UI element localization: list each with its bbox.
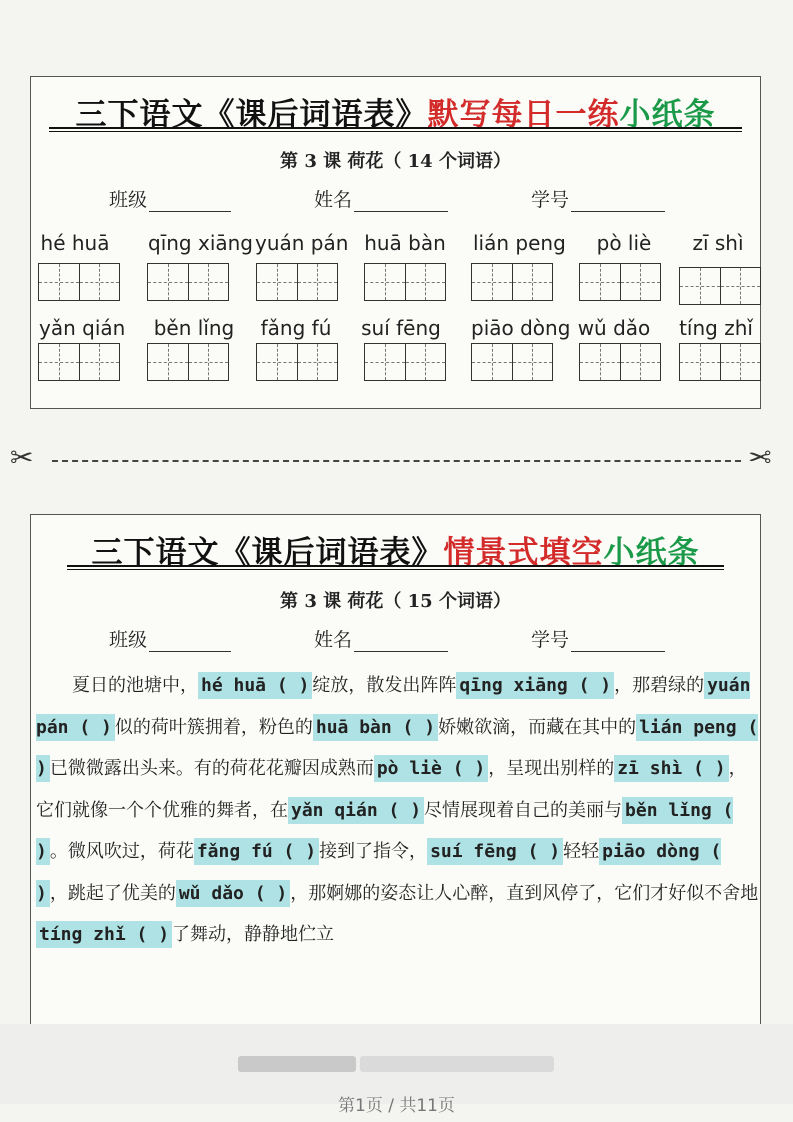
name-field[interactable] — [314, 185, 448, 212]
writing-grid[interactable] — [679, 343, 761, 381]
writing-grid[interactable] — [364, 263, 446, 301]
fill-in-passage — [36, 665, 759, 956]
writing-grid[interactable] — [38, 343, 120, 381]
name-label: 姓名 — [314, 629, 353, 651]
title-part-green: 小纸条 — [603, 535, 700, 571]
class-blank[interactable] — [149, 191, 231, 212]
title-part-green: 小纸条 — [619, 97, 716, 133]
pinyin-word: huā bàn — [364, 231, 446, 255]
pinyin-blank[interactable]: piāo dòng ( ) — [36, 838, 721, 907]
writing-grid[interactable] — [579, 343, 661, 381]
writing-grid[interactable] — [256, 263, 338, 301]
pinyin-word: pò liè — [596, 231, 652, 255]
student-info-row — [31, 185, 760, 213]
id-field[interactable] — [531, 625, 665, 652]
id-label: 学号 — [531, 189, 570, 211]
passage-text: ，那碧绿的 — [614, 675, 705, 696]
pinyin-word: yǎn qián — [39, 316, 126, 340]
writing-grid[interactable] — [471, 263, 553, 301]
title-underline — [67, 565, 724, 567]
pinyin-blank[interactable]: pò liè ( ) — [374, 755, 488, 782]
class-label: 班级 — [109, 189, 148, 211]
pinyin-blank[interactable]: yǎn qián ( ) — [288, 797, 424, 824]
title-part-red: 默写每日一练 — [427, 97, 620, 133]
title-underline — [49, 127, 742, 129]
title-part-main: 三下语文《课后词语表》 — [91, 535, 444, 571]
passage-text: ，它们就像一个个优雅的舞者，在 — [36, 758, 747, 821]
passage-text: 绽放，散发出阵阵 — [312, 675, 457, 696]
pinyin-word: běn lǐng — [153, 316, 235, 340]
class-field[interactable] — [109, 185, 231, 212]
scissors-icon: ✂ — [748, 441, 772, 474]
pinyin-word: tíng zhǐ — [679, 316, 753, 340]
id-label: 学号 — [531, 629, 570, 651]
passage-text: 已微微露出头来。有的荷花花瓣因成熟而 — [49, 758, 374, 779]
class-label: 班级 — [109, 629, 148, 651]
pinyin-blank[interactable]: suí fēng ( ) — [427, 838, 563, 865]
passage-text: 似的荷叶簇拥着，粉色的 — [114, 716, 313, 738]
dictation-card — [30, 76, 761, 409]
pinyin-blank[interactable]: tíng zhǐ ( ) — [36, 921, 172, 948]
passage-text: 接到了指令， — [319, 841, 428, 862]
writing-grid[interactable] — [147, 263, 229, 301]
passage-text: 轻轻 — [563, 841, 600, 862]
cut-line — [52, 460, 741, 462]
passage-text: ，那婀娜的姿态让人心醉，直到风停了，它们才好似不舍地 — [290, 882, 759, 904]
pinyin-word: lián peng — [473, 231, 566, 255]
writing-grid[interactable] — [364, 343, 446, 381]
obscured-text — [238, 1056, 356, 1072]
passage-text: 尽情展现着自己的美丽与 — [424, 799, 623, 821]
title-underline-thin — [49, 131, 742, 132]
pinyin-blank[interactable]: qīng xiāng ( ) — [456, 672, 614, 699]
pinyin-word: wǔ dǎo — [577, 316, 651, 340]
lesson-heading: 第 3 课 荷花（ 14 个词语） — [280, 151, 511, 172]
passage-text: ，跳起了优美的 — [49, 882, 176, 904]
pinyin-blank[interactable]: fǎng fú ( ) — [194, 838, 319, 865]
pinyin-blank[interactable]: lián peng ( ) — [36, 714, 758, 783]
pinyin-blank[interactable]: zī shì ( ) — [614, 755, 728, 782]
pinyin-word: zī shì — [692, 231, 744, 255]
id-blank[interactable] — [571, 631, 665, 652]
class-blank[interactable] — [149, 631, 231, 652]
passage-text: 。微风吹过，荷花 — [49, 841, 194, 862]
pinyin-blank[interactable]: huā bàn ( ) — [313, 714, 438, 741]
id-blank[interactable] — [571, 191, 665, 212]
title-part-main: 三下语文《课后词语表》 — [75, 97, 428, 133]
name-blank[interactable] — [354, 191, 448, 212]
pinyin-word: fǎng fú — [260, 316, 332, 340]
student-info-row — [31, 625, 760, 653]
id-field[interactable] — [531, 185, 665, 212]
title-underline-thin — [67, 569, 724, 570]
writing-grid[interactable] — [38, 263, 120, 301]
pinyin-word: suí fēng — [361, 316, 441, 340]
passage-text: 了舞动，静静地伫立 — [172, 924, 335, 945]
name-field[interactable] — [314, 625, 448, 652]
pinyin-blank[interactable]: wǔ dǎo ( ) — [176, 880, 290, 907]
pinyin-word: piāo dòng — [471, 316, 571, 340]
writing-grid[interactable] — [256, 343, 338, 381]
pinyin-blank[interactable]: běn lǐng ( ) — [36, 797, 733, 866]
pinyin-blank[interactable]: hé huā ( ) — [198, 672, 312, 699]
class-field[interactable] — [109, 625, 231, 652]
writing-grid[interactable] — [579, 263, 661, 301]
pinyin-word: qīng xiāng — [148, 231, 253, 255]
obscured-text — [360, 1056, 554, 1072]
passage-text: 夏日的池塘中， — [72, 675, 198, 696]
pinyin-word: hé huā — [40, 231, 110, 255]
scissors-icon: ✂ — [10, 441, 34, 474]
name-label: 姓名 — [314, 189, 353, 211]
name-blank[interactable] — [354, 631, 448, 652]
title-part-red: 情景式填空 — [443, 535, 604, 571]
passage-text: 娇嫩欲滴，而藏在其中的 — [438, 716, 637, 738]
fill-blank-card — [30, 514, 761, 1054]
pinyin-word: yuán pán — [255, 231, 349, 255]
passage-text: ，呈现出别样的 — [488, 758, 615, 779]
page-number: 第1页 / 共11页 — [338, 1096, 455, 1116]
writing-grid[interactable] — [147, 343, 229, 381]
lesson-heading: 第 3 课 荷花（ 15 个词语） — [280, 591, 511, 612]
writing-grid[interactable] — [471, 343, 553, 381]
writing-grid[interactable] — [679, 267, 761, 305]
pinyin-blank[interactable]: yuán pán ( ) — [36, 672, 750, 741]
